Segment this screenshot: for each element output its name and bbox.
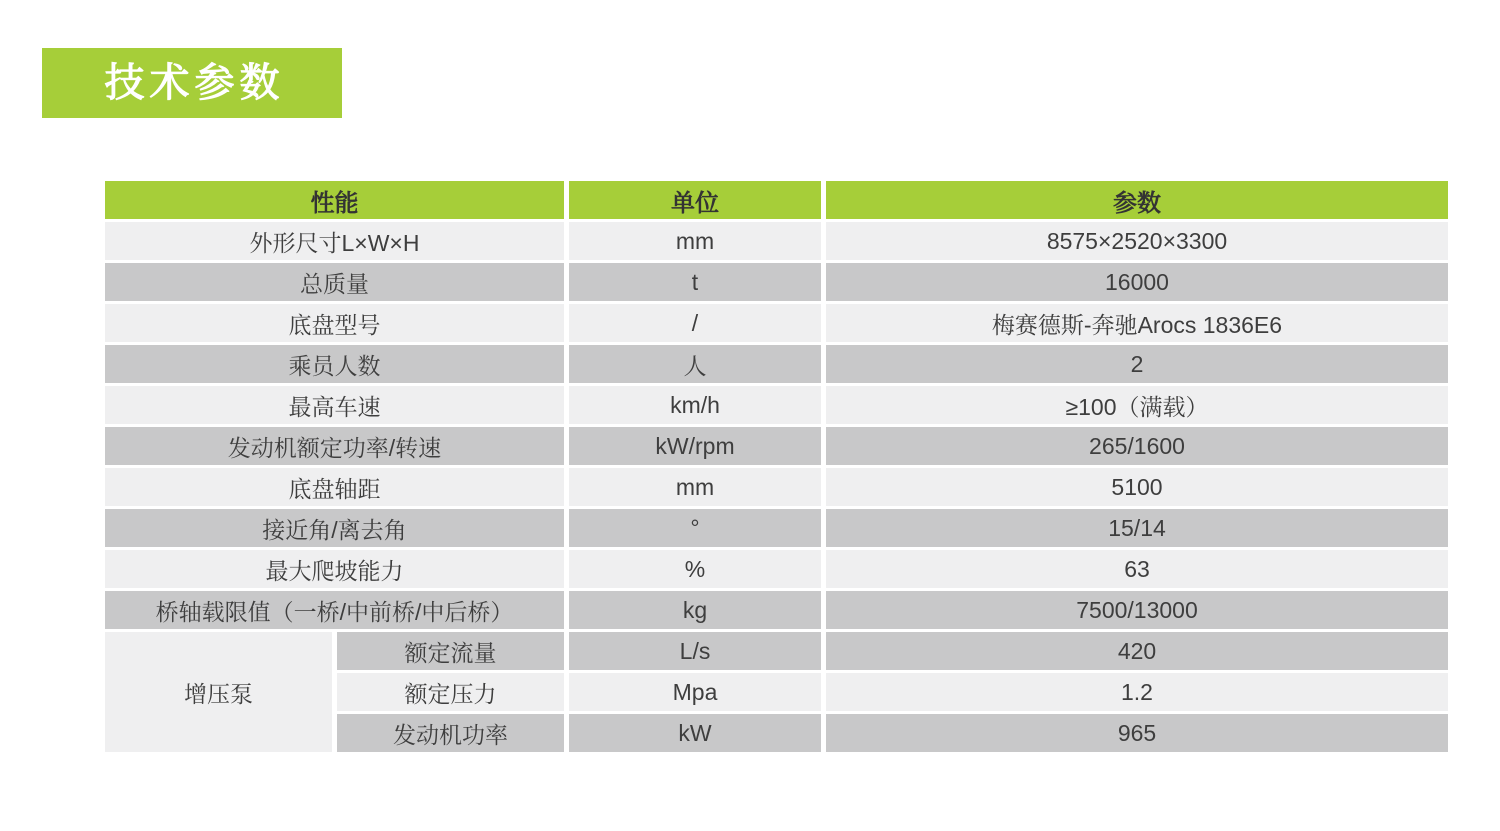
table-row — [105, 550, 1448, 588]
header-parameter: 参数 — [826, 181, 1448, 219]
table-row — [105, 509, 1448, 547]
spec-name-cell: 接近角/离去角 — [105, 509, 564, 547]
spec-value-cell: ≥100（满载） — [826, 386, 1448, 424]
spec-name-cell: 底盘轴距 — [105, 468, 564, 506]
spec-unit-cell: L/s — [569, 632, 821, 670]
spec-name-cell: 乘员人数 — [105, 345, 564, 383]
spec-table — [100, 178, 1453, 755]
spec-value-cell: 15/14 — [826, 509, 1448, 547]
group-label-cell: 增压泵 — [105, 632, 332, 752]
spec-name-cell: 最大爬坡能力 — [105, 550, 564, 588]
spec-name-cell: 外形尺寸L×W×H — [105, 222, 564, 260]
table-row — [105, 386, 1448, 424]
spec-name-cell: 额定流量 — [337, 632, 564, 670]
spec-value-cell: 2 — [826, 345, 1448, 383]
spec-name-cell: 最高车速 — [105, 386, 564, 424]
header-row — [105, 181, 1448, 219]
spec-name-cell: 额定压力 — [337, 673, 564, 711]
spec-value-cell: 1.2 — [826, 673, 1448, 711]
table-row — [105, 468, 1448, 506]
spec-unit-cell: km/h — [569, 386, 821, 424]
table-row — [105, 304, 1448, 342]
spec-unit-cell: ° — [569, 509, 821, 547]
table-row — [105, 345, 1448, 383]
spec-value-cell: 420 — [826, 632, 1448, 670]
section-title: 技术参数 — [104, 61, 285, 105]
table-row — [105, 591, 1448, 629]
table-row — [105, 263, 1448, 301]
spec-name-cell: 桥轴载限值（一桥/中前桥/中后桥） — [105, 591, 564, 629]
spec-unit-cell: / — [569, 304, 821, 342]
table-row — [105, 632, 1448, 670]
table-row — [105, 222, 1448, 260]
table-row — [105, 427, 1448, 465]
spec-unit-cell: % — [569, 550, 821, 588]
header-unit: 单位 — [569, 181, 821, 219]
spec-name-cell: 发动机额定功率/转速 — [105, 427, 564, 465]
spec-value-cell: 63 — [826, 550, 1448, 588]
spec-value-cell: 梅赛德斯-奔驰Arocs 1836E6 — [826, 304, 1448, 342]
spec-name-cell: 总质量 — [105, 263, 564, 301]
spec-value-cell: 8575×2520×3300 — [826, 222, 1448, 260]
spec-table-body — [105, 222, 1448, 752]
spec-unit-cell: kg — [569, 591, 821, 629]
spec-value-cell: 7500/13000 — [826, 591, 1448, 629]
spec-unit-cell: mm — [569, 222, 821, 260]
spec-value-cell: 265/1600 — [826, 427, 1448, 465]
spec-name-cell: 底盘型号 — [105, 304, 564, 342]
header-performance: 性能 — [105, 181, 564, 219]
spec-unit-cell: kW/rpm — [569, 427, 821, 465]
spec-name-cell: 发动机功率 — [337, 714, 564, 752]
spec-value-cell: 5100 — [826, 468, 1448, 506]
spec-table-header — [105, 181, 1448, 219]
spec-unit-cell: Mpa — [569, 673, 821, 711]
spec-unit-cell: t — [569, 263, 821, 301]
spec-unit-cell: kW — [569, 714, 821, 752]
spec-unit-cell: mm — [569, 468, 821, 506]
spec-value-cell: 965 — [826, 714, 1448, 752]
section-title-banner — [42, 48, 342, 118]
spec-value-cell: 16000 — [826, 263, 1448, 301]
spec-unit-cell: 人 — [569, 345, 821, 383]
